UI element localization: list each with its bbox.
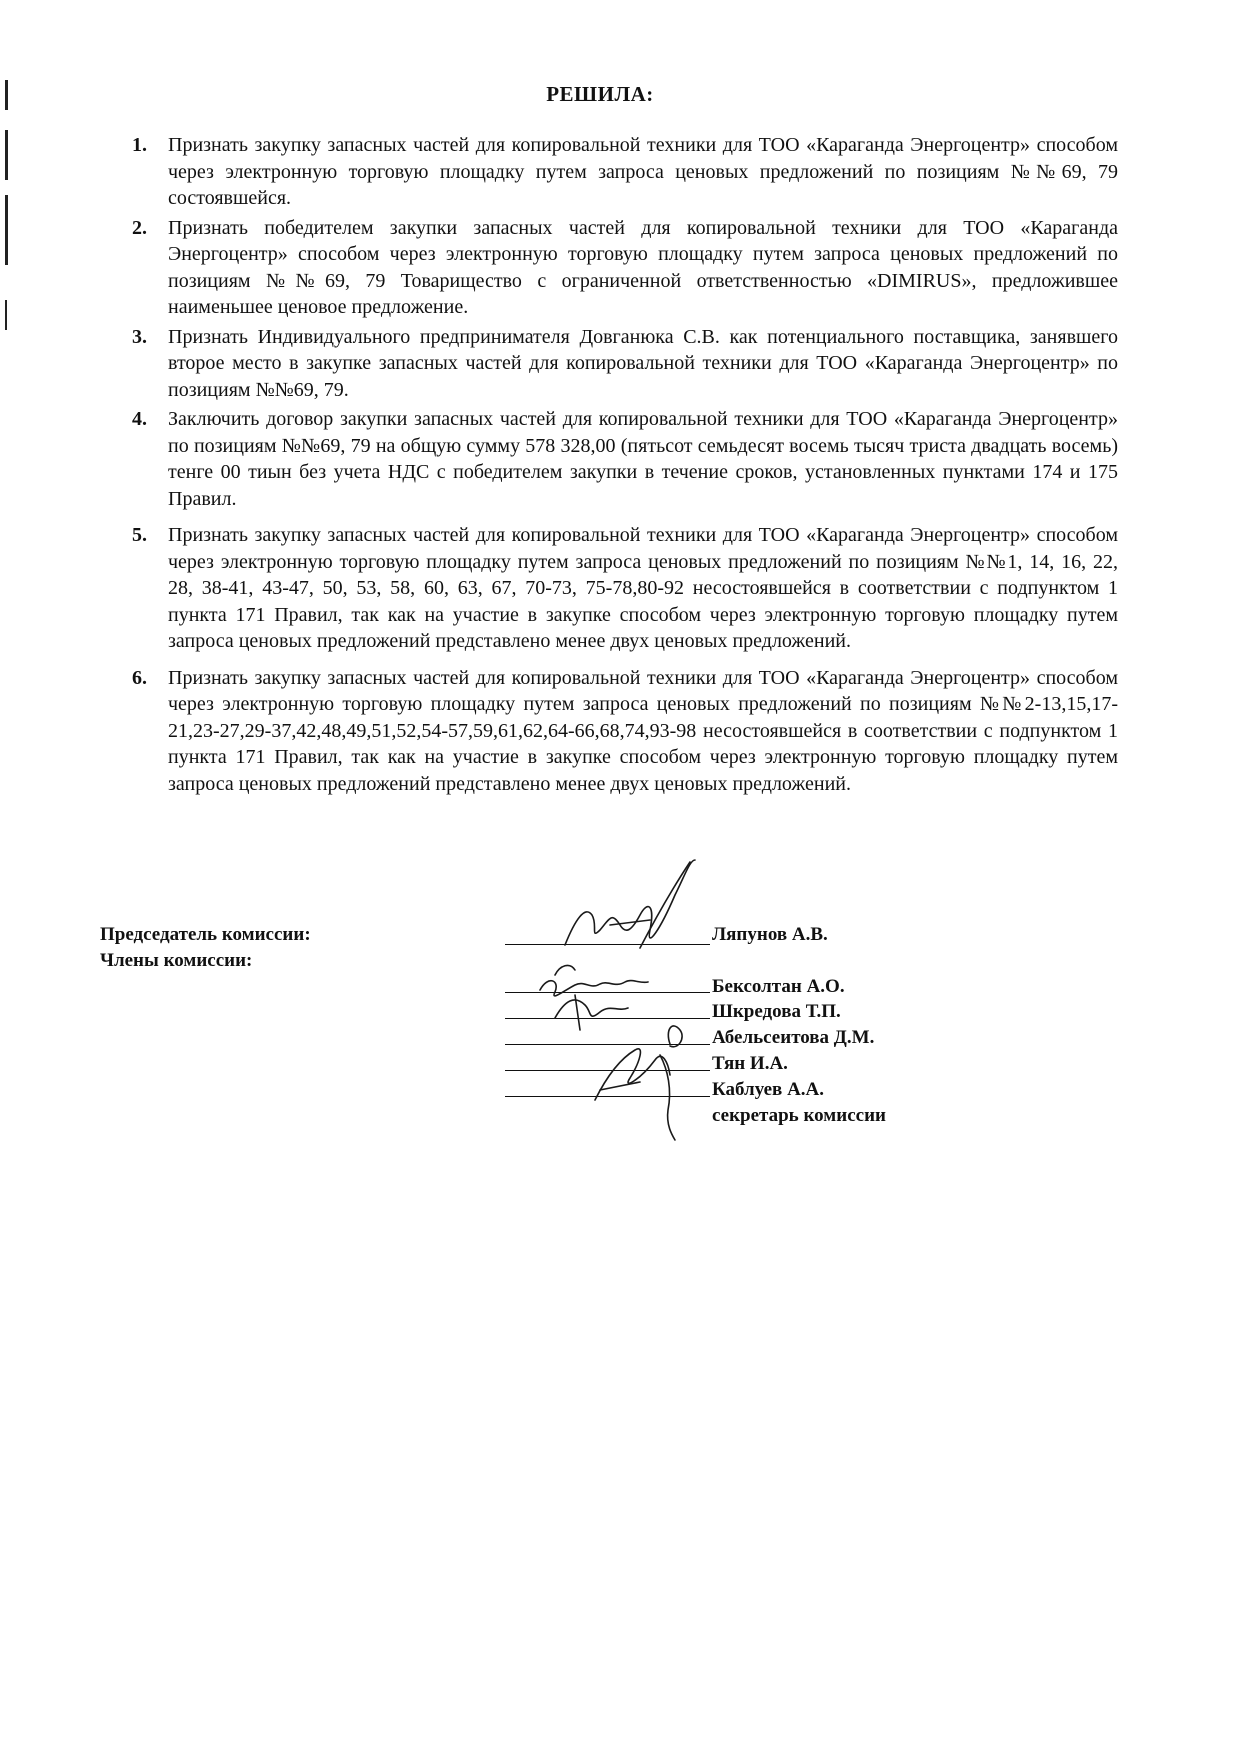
signature-line (505, 1018, 710, 1019)
decision-item (128, 406, 1118, 512)
decision-number: 6. (132, 666, 147, 689)
decision-text: Признать победителем закупки запасных частей для копировальной техники для ТОО «Караганда Энергоцентр» способом через электронную торговую площадку путем запроса ценовых предложений по позициям №№69, 79 Товарищество с ограниченной ответственностью «DIMIRUS», предложившее наименьшее ценовое предложение. (168, 216, 1118, 318)
decision-item (128, 665, 1118, 798)
scan-mark (5, 300, 7, 330)
member-name: Шкредова Т.П. (712, 1001, 841, 1022)
resolution-heading: РЕШИЛА: (546, 82, 654, 106)
decision-text: Признать закупку запасных частей для копировальной техники для ТОО «Караганда Энергоцентр» способом через электронную торговую площадку путем запроса ценовых предложений по позициям №№69, 79 состоявшейся. (168, 134, 1118, 209)
decision-number: 3. (132, 325, 147, 348)
secretary-note: секретарь комиссии (712, 1105, 886, 1126)
decision-list (128, 132, 1118, 797)
signature-chair (565, 860, 695, 945)
decision-item (128, 132, 1118, 212)
member-name: Бексолтан А.О. (712, 976, 845, 997)
decision-item (128, 522, 1118, 655)
decision-item (128, 324, 1118, 404)
signature-member-1 (540, 981, 648, 996)
signature-line (505, 1070, 710, 1071)
chair-label: Председатель комиссии: (100, 924, 311, 945)
decision-text: Заключить договор закупки запасных частей для копировальной техники для ТОО «Караганда Энергоцентр» по позициям №№69, 79 на общую сумму 578 328,00 (пятьсот семьдесят восемь тысяч триста двадцать восемь) тенге 00 тиын без учета НДС с победителем закупки в течение сроков, установленных пунктами 174 и 175 Правил. (168, 408, 1118, 510)
signature-line (505, 992, 710, 993)
scan-mark (5, 130, 8, 180)
members-label: Члены комиссии: (100, 950, 253, 971)
decision-number: 5. (132, 524, 147, 546)
signature-member-2 (555, 1000, 628, 1018)
decision-number: 2. (132, 216, 147, 239)
decision-text: Признать закупку запасных частей для копировальной техники для ТОО «Караганда Энергоцентр» способом через электронную торговую площадку путем запроса ценовых предложений по позициям №№1, 14, 16, 22, 28, 38-41, 43-47, 50, 53, 58, 60, 63, 67, 70-73, 75-78,80-92 несостоявшейся в соответствии с подпунктом 1 пункта 171 Правил, так как на участие в закупке способом через электронную торговую площадку путем запроса ценовых предложений представлено менее двух ценовых предложений. (168, 524, 1118, 652)
member-name: Каблуев А.А. (712, 1079, 825, 1100)
signature-line (505, 944, 710, 945)
decision-item (128, 215, 1118, 321)
signature-line (505, 1096, 710, 1097)
decision-number: 4. (132, 408, 147, 430)
decision-number: 1. (132, 134, 147, 156)
scan-mark (5, 195, 8, 265)
decision-text: Признать закупку запасных частей для копировальной техники для ТОО «Караганда Энергоцентр» способом через электронную торговую площадку путем запроса ценовых предложений по позициям №№2-13,15,17-21,23-27,29-37,42,48,49,51,52,54-57,59,61,62,64-66,68,74,93-98 несостоявшейся в соответствии с подпунктом 1 пункта 171 Правил, так как на участие в закупке способом через электронную торговую площадку путем запроса ценовых предложений представлено менее двух ценовых предложений. (168, 666, 1118, 795)
signature-member-4 (595, 1049, 670, 1100)
signature-line (505, 1044, 710, 1045)
decision-text: Признать Индивидуального предпринимателя Довганюка С.В. как потенциального поставщика, занявшего второе место в закупке запасных частей для копировальной техники для ТОО «Караганда Энергоцентр» по позициям №№69, 79. (168, 325, 1118, 401)
member-name: Абельсеитова Д.М. (712, 1027, 875, 1048)
chair-name: Ляпунов А.В. (712, 924, 828, 945)
member-name: Тян И.А. (712, 1053, 788, 1074)
